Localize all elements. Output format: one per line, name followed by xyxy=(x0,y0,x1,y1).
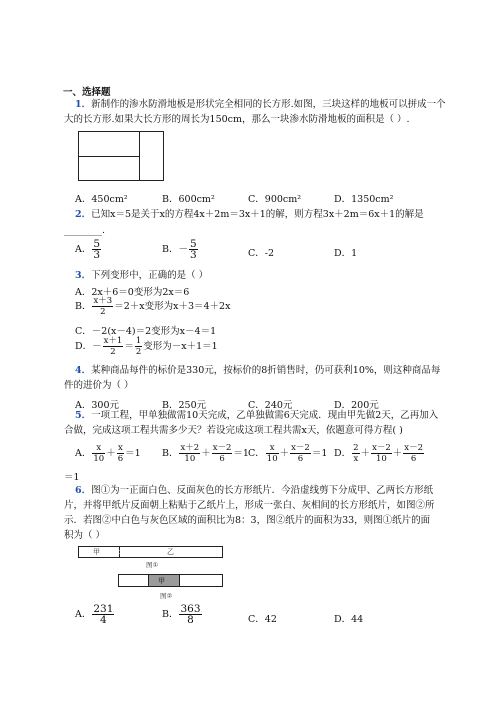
fraction: $\frac{x-2}{6}$ xyxy=(291,443,310,464)
q2-option-a: A． $\frac{5}{3}$ xyxy=(75,238,101,261)
question-1-figure xyxy=(78,131,164,181)
figure-1-caption: 图① xyxy=(146,561,159,569)
fraction: $\frac{x}{6}$ xyxy=(117,443,124,464)
q4-option-a: A．300元 xyxy=(75,400,119,411)
q6-option-a: A． $\frac{231}{4}$ xyxy=(75,603,114,626)
figure-2-strip xyxy=(118,574,223,587)
q2-option-c: C．-2 xyxy=(248,248,275,259)
fraction: $\frac{x}{10}$ xyxy=(93,443,105,464)
q5-option-b: B． $\frac{x+2}{10}$ ＋ $\frac{x-2}{6}$ ＝1 xyxy=(162,443,249,464)
q5-option-a: A． $\frac{x}{10}$ ＋ $\frac{x}{6}$ ＝1 xyxy=(75,443,141,464)
q4-option-b: B．250元 xyxy=(162,400,207,411)
q1-option-c: C．900cm² xyxy=(248,194,302,205)
question-1-line-2: 大的长方形.如果大长方形的周长为150cm，那么一块渗水防滑地板的面积是（ ）. xyxy=(64,114,410,125)
question-5-line-2: 合做，完成这项工程共需多少天？若设完成这项工程共需x天，依题意可得方程( ) xyxy=(64,425,403,436)
question-2-line-1: 2．已知x＝5是关于x的方程4x＋2m＝3x＋1的解，则方程3x＋2m＝6x＋1的解是 xyxy=(75,209,424,220)
fraction: $\frac{x}{10}$ xyxy=(266,443,278,464)
q3-option-c: C．－2(x－4)＝2变形为x－4＝1 xyxy=(75,326,217,337)
question-2-line-2: ________. xyxy=(64,225,106,236)
fraction: $\frac{x-2}{6}$ xyxy=(404,443,423,464)
question-6-number: 6． xyxy=(75,485,92,496)
fraction: $\frac{x+2}{10}$ xyxy=(180,443,200,464)
figure-2-caption: 图② xyxy=(160,592,173,600)
section-title: 一、选择题 xyxy=(63,87,111,98)
question-4-number: 4． xyxy=(75,365,92,376)
q5-option-d-tail: ＝1 xyxy=(64,472,80,483)
q5-option-d: D． $\frac{2}{x}$ ＋ $\frac{x-2}{10}$ ＋ $\frac{x-2}{6}$ xyxy=(334,443,423,464)
figure-2-label-jia: 甲 xyxy=(158,577,165,585)
figure-1-label-yi: 乙 xyxy=(167,548,174,556)
figure-tile-bottom xyxy=(79,157,140,180)
q6-option-b: B． $\frac{363}{8}$ xyxy=(162,603,201,626)
q4-option-c: C．240元 xyxy=(248,400,293,411)
question-1-number: 1． xyxy=(75,99,92,110)
fraction: $\frac{231}{4}$ xyxy=(93,603,114,626)
question-1-line-1: 1．新制作的渗水防滑地板是形状完全相同的长方形.如图，三块这样的地板可以拼成一个 xyxy=(75,99,446,110)
fraction: $\frac{363}{8}$ xyxy=(180,603,201,626)
question-3-line-1: 3．下列变形中，正确的是（ ） xyxy=(75,270,209,281)
question-6-line-4: 积为（ ） xyxy=(64,530,106,541)
question-4-line-1: 4．某种商品每件的标价是330元，按标价的8折销售时，仍可获利10%，则这种商品每 xyxy=(75,365,441,376)
q1-option-b: B．600cm² xyxy=(162,194,215,205)
fraction: $\frac{5}{3}$ xyxy=(93,238,101,261)
question-6-line-3: 示．若图②中白色与灰色区域的面积比为8：3，图②纸片的面积为33，则图①纸片的面 xyxy=(64,515,431,526)
q1-option-a: A．450cm² xyxy=(75,194,128,205)
figure-1-strip xyxy=(78,546,223,558)
q2-option-b: B．－ $\frac{5}{3}$ xyxy=(162,238,197,261)
q4-option-d: D．200元 xyxy=(334,400,379,411)
q1-option-d: D．1350cm² xyxy=(334,194,394,205)
question-5-number: 5． xyxy=(75,410,92,421)
fraction: $\frac{1}{2}$ xyxy=(135,336,142,357)
q3-option-b: B． $\frac{x+3}{2}$ ＝2＋x变形为x＋3＝4＋2x xyxy=(75,296,231,317)
figure-1-cut-line xyxy=(119,547,120,557)
q3-option-d: D．－ $\frac{x+1}{2}$ ＝ $\frac{1}{2}$ 变形为－x＋1＝1 xyxy=(75,336,218,357)
fraction: $\frac{x-2}{6}$ xyxy=(212,443,232,464)
q3-option-a: A．2x＋6＝0变形为2x＝6 xyxy=(75,287,190,298)
q6-option-c: C．42 xyxy=(248,614,277,625)
fraction: $\frac{2}{x}$ xyxy=(353,443,359,464)
question-5-line-1: 5．一项工程，甲单独做需10天完成，乙单独做需6天完成．现由甲先做2天，乙再加入 xyxy=(75,410,439,421)
question-4-line-2: 件的进价为（ ） xyxy=(64,380,134,391)
question-3-number: 3． xyxy=(75,270,92,281)
question-6-line-1: 6．图①为一正面白色、反面灰色的长方形纸片．今沿虚线剪下分成甲、乙两长方形纸 xyxy=(75,485,434,496)
figure-tile-top xyxy=(79,132,140,157)
figure-1-label-jia: 甲 xyxy=(93,548,100,556)
fraction: $\frac{5}{3}$ xyxy=(190,238,197,261)
fraction: $\frac{x+1}{2}$ xyxy=(103,336,123,357)
fraction: $\frac{x-2}{10}$ xyxy=(372,443,391,464)
q2-option-d: D．1 xyxy=(334,248,358,259)
question-6-line-2: 片，并将甲纸片反面朝上粘贴于乙纸片上，形成一张白、灰相间的长方形纸片，如图②所 xyxy=(64,500,435,511)
question-2-number: 2． xyxy=(75,209,92,220)
q5-option-c: C． $\frac{x}{10}$ ＋ $\frac{x-2}{6}$ ＝1 xyxy=(248,443,328,464)
q6-option-d: D．44 xyxy=(334,614,364,625)
fraction: $\frac{x+3}{2}$ xyxy=(93,296,113,317)
